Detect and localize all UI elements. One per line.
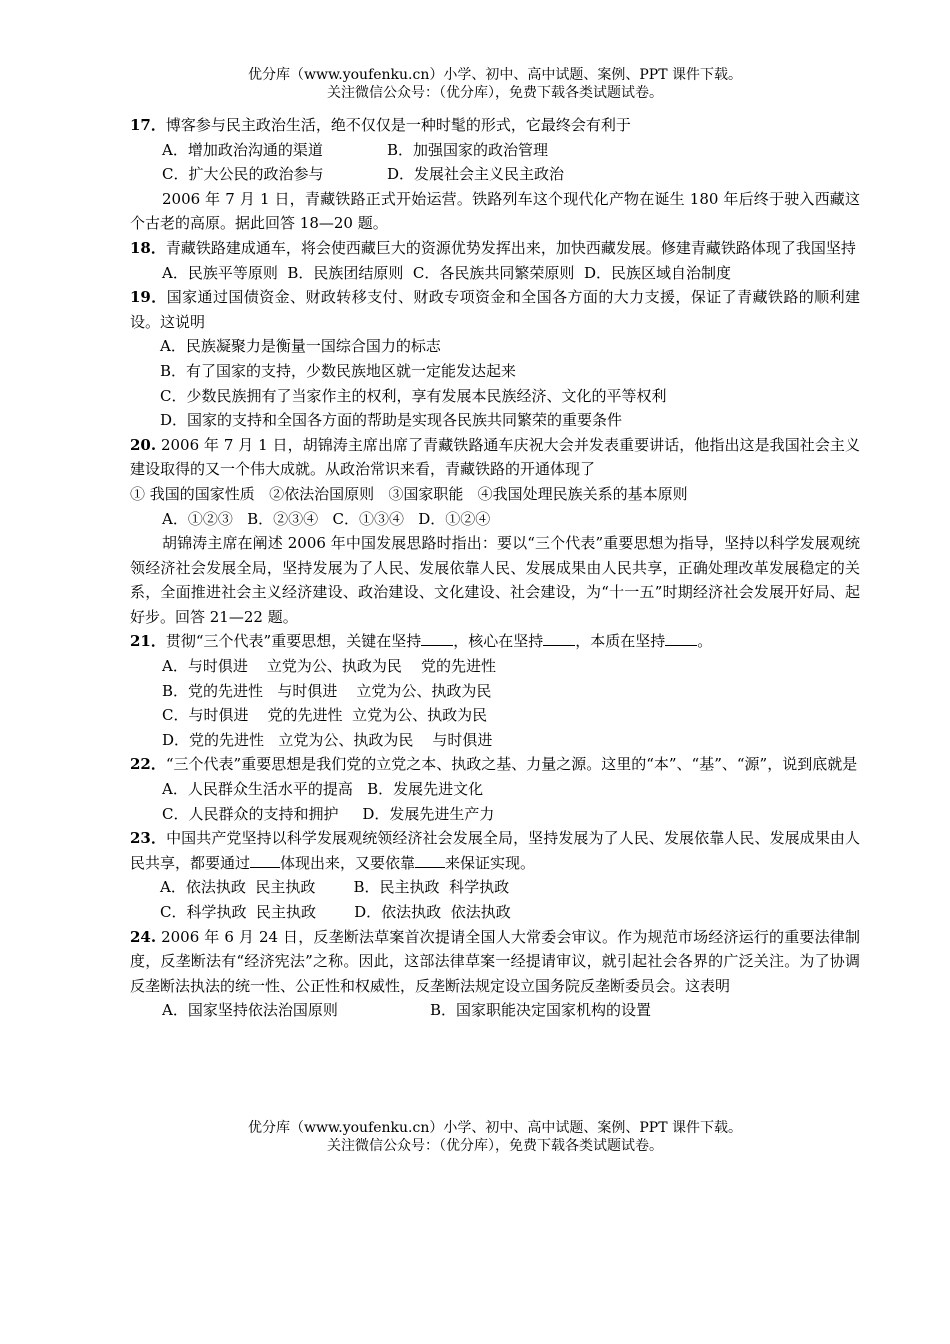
- options-row: C．人民群众的支持和拥护 D．发展先进生产力: [162, 804, 495, 823]
- exam-content: [130, 113, 860, 1023]
- question-stem: “三个代表”重要思想是我们党的立党之本、执政之基、力量之源。这里的“本”、“基”、“源”，说到底就是: [165, 755, 858, 774]
- options-row: [130, 138, 860, 163]
- question-stem: 来保证实现。: [445, 853, 536, 872]
- option-a: A．国家坚持依法治国原则: [162, 1001, 338, 1020]
- question-19: [130, 285, 860, 334]
- question-stem: 2006 年 7 月 1 日，胡锦涛主席出席了青藏铁路通车庆祝大会并发表重要讲话，他指出这是我国社会主义建设取得的又一个伟大成就。从政治常识来看，青藏铁路的开通体现了: [130, 435, 860, 479]
- question-22: [130, 752, 860, 777]
- answer-blank: [543, 631, 575, 646]
- answer-blank: [415, 853, 445, 868]
- question-stem: 2006 年 6 月 24 日，反垄断法草案首次提请全国人大常委会审议。作为规范市场经济运行的重要法律制度，反垄断法有“经济宪法”之称。因此，这部法律草案一经提请审议，就引起社会各界的广泛关注。为了协调反垄断法执法的统一性、公正性和权威性，反垄断法规定设立国务院反垄断委员会。这表明: [130, 927, 860, 995]
- options-row: A．民族平等原则 B．民族团结原则 C．各民族共同繁荣原则 D．民族区域自治制度: [162, 263, 731, 282]
- option-a: A．与时俱进 立党为公、执政为民 党的先进性: [162, 657, 496, 676]
- option-d: D．发展社会主义民主政治: [387, 165, 565, 184]
- answer-blank: [250, 853, 280, 868]
- reading-passage: 2006 年 7 月 1 日，青藏铁路正式开始运营。铁路列车这个现代化产物在诞生 180 年后终于驶入西藏这个古老的高原。据此回答 18—20 题。: [130, 189, 860, 233]
- question-number: 24.: [130, 927, 157, 946]
- option-d: D．党的先进性 立党为公、执政为民 与时俱进: [162, 730, 493, 749]
- question-stem: 贯彻“三个代表”重要思想，关键在坚持: [165, 632, 422, 651]
- page-footer: [130, 1119, 860, 1155]
- question-items: ① 我国的国家性质 ②依法治国原则 ③国家职能 ④我国处理民族关系的基本原则: [130, 484, 688, 503]
- question-stem: 体现出来，又要依靠: [280, 853, 416, 872]
- question-stem: 青藏铁路建成通车，将会使西藏巨大的资源优势发挥出来，加快西藏发展。修建青藏铁路体现了我国坚持: [165, 238, 856, 257]
- question-number: 19．: [130, 288, 167, 307]
- header-line-2: 关注微信公众号：（优分库），免费下载各类试题试卷。: [327, 85, 663, 101]
- answer-blank: [665, 631, 697, 646]
- option-b: B．有了国家的支持，少数民族地区就一定能发达起来: [160, 361, 517, 380]
- question-number: 22．: [130, 755, 166, 774]
- question-21: [130, 629, 860, 654]
- options-row: A．人民群众生活水平的提高 B．发展先进文化: [162, 780, 484, 799]
- question-number: 20.: [130, 435, 157, 454]
- answer-blank: [421, 631, 453, 646]
- question-23: [130, 826, 860, 875]
- option-c: C．与时俱进 党的先进性 立党为公、执政为民: [162, 706, 488, 725]
- question-stem: ，核心在坚持: [453, 632, 544, 651]
- question-number: 21．: [130, 632, 166, 651]
- option-a: A．增加政治沟通的渠道: [162, 140, 323, 159]
- question-stem: 中国共产党坚持以科学发展观统领经济社会发展全局，坚持发展为了人民、发展依靠人民、发展成果由人民共享，都要通过: [130, 829, 861, 872]
- question-18: [130, 236, 860, 261]
- question-stem: 。: [697, 632, 713, 651]
- options-row: A．①②③ B．②③④ C．①③④ D．①②④: [162, 509, 491, 528]
- options-row: [130, 998, 860, 1023]
- footer-line-2: 关注微信公众号：（优分库），免费下载各类试题试卷。: [327, 1138, 663, 1154]
- question-stem: 国家通过国债资金、财政转移支付、财政专项资金和全国各方面的大力支援，保证了青藏铁路的顺利建设。这说明: [130, 288, 861, 331]
- option-b: B．加强国家的政治管理: [387, 140, 549, 159]
- page-header: [130, 66, 860, 102]
- option-c: C．扩大公民的政治参与: [162, 165, 324, 184]
- options-row: [130, 162, 860, 187]
- footer-line-1: 优分库（www.youfenku.cn）小学、初中、高中试题、案例、PPT 课件下载。: [247, 1120, 742, 1136]
- option-c: C．少数民族拥有了当家作主的权利，享有发展本民族经济、文化的平等权利: [160, 386, 667, 405]
- question-number: 23．: [130, 829, 167, 848]
- reading-passage: 胡锦涛主席在阐述 2006 年中国发展思路时指出：要以“三个代表”重要思想为指导，坚持以科学发展观统领经济社会发展全局，坚持发展为了人民、发展依靠人民、发展成果由人民共享，正确处理改革发展稳定的关系，全面推进社会主义经济建设、政治建设、文化建设、社会建设，为“十一五”时期经济社会发展开好局、起好步。回答 21—22 题。: [130, 534, 860, 626]
- question-17: [130, 113, 860, 138]
- question-number: 17．: [130, 116, 166, 134]
- option-b: B．党的先进性 与时俱进 立党为公、执政为民: [162, 681, 492, 700]
- option-b: B．国家职能决定国家机构的设置: [430, 1001, 652, 1020]
- option-a: A．民族凝聚力是衡量一国综合国力的标志: [160, 337, 441, 356]
- question-20: [130, 433, 860, 482]
- question-24: [130, 925, 860, 999]
- options-row: A．依法执政 民主执政 B．民主执政 科学执政: [160, 878, 510, 897]
- question-stem: 博客参与民主政治生活，绝不仅仅是一种时髦的形式，它最终会有利于: [165, 116, 631, 134]
- header-line-1: 优分库（www.youfenku.cn）小学、初中、高中试题、案例、PPT 课件下载。: [247, 67, 742, 83]
- question-number: 18．: [130, 238, 166, 257]
- options-row: C．科学执政 民主执政 D．依法执政 依法执政: [160, 903, 511, 921]
- option-d: D．国家的支持和全国各方面的帮助是实现各民族共同繁荣的重要条件: [160, 411, 623, 430]
- question-stem: ，本质在坚持: [575, 632, 666, 651]
